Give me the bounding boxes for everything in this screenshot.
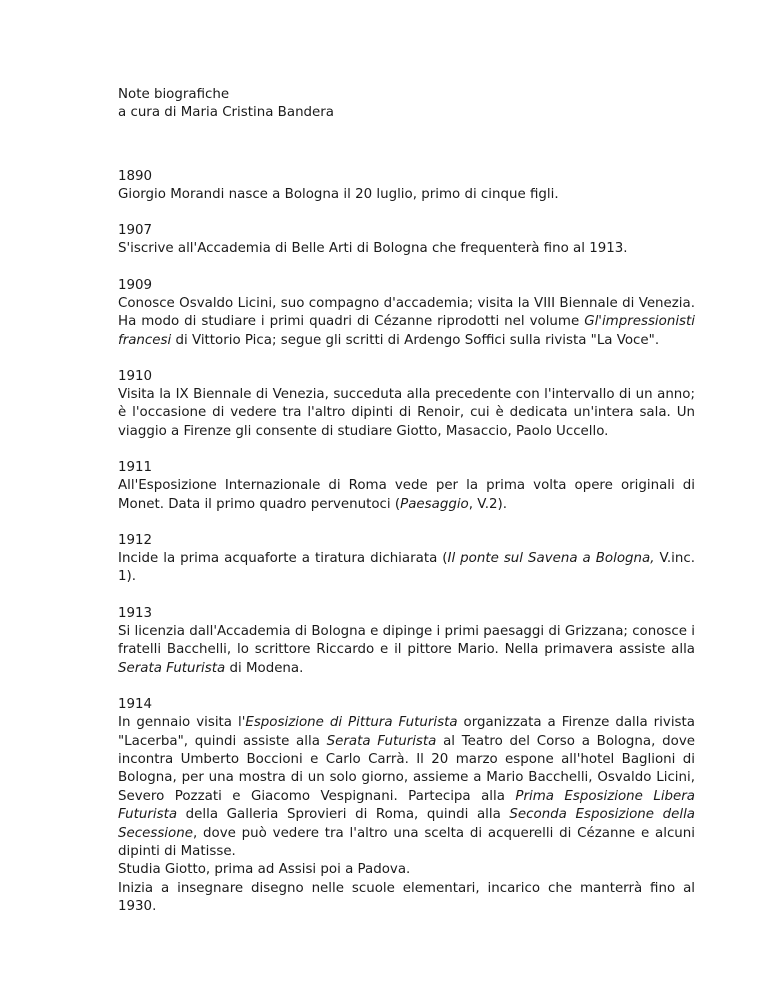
entry-paragraph — [118, 714, 695, 861]
text-segment: di Modena. — [225, 660, 304, 676]
text-segment: All'Esposizione Internazionale di Roma vede per la prima volta opere originali di Monet. Data il primo quadro pervenutoci ( — [118, 478, 695, 512]
italic-title: Serata Futurista — [118, 660, 226, 676]
italic-title: Prima Esposizione Libera Futurista — [118, 788, 695, 823]
entry-paragraph — [118, 477, 695, 514]
entry-year: 1907 — [118, 223, 153, 239]
entry-1913 — [118, 605, 695, 678]
entry-1912 — [118, 532, 695, 587]
entry-paragraph — [118, 240, 695, 258]
text-segment: Inizia a insegnare disegno nelle scuole elementari, incarico che manterrà fino al 1930. — [118, 880, 695, 915]
entry-paragraph — [118, 386, 695, 441]
text-segment: V.inc. 1). — [118, 551, 696, 585]
text-segment: di Vittorio Pica; segue gli scritti di Ardengo Soffici sulla rivista "La Voce". — [171, 332, 660, 348]
entry-year: 1914 — [118, 697, 153, 713]
document-title: Note biografiche — [118, 87, 230, 102]
text-segment: organizzata a Firenze dalla rivista "Lacerba", quindi assiste alla — [118, 715, 695, 749]
entry-1890 — [118, 168, 695, 204]
entry-year: 1911 — [118, 460, 153, 476]
text-segment: S'iscrive all'Accademia di Belle Arti di Bologna che frequenterà fino al 1913. — [118, 241, 628, 257]
text-segment: Si licenzia dall'Accademia di Bologna e dipinge i primi paesaggi di Grizzana; conosce i fratelli Bacchelli, lo scrittore Riccardo e il pittore Mario. Nella primavera assiste alla — [118, 623, 695, 658]
entry-paragraph — [118, 861, 695, 879]
entry-paragraph — [118, 623, 695, 678]
text-segment: Conosce Osvaldo Licini, suo compagno d'accademia; visita la VIII Biennale di Venezia. Ha modo di studiare i primi quadri di Cézanne riprodotti nel volume — [118, 295, 695, 330]
entry-paragraph — [118, 295, 695, 350]
entry-year: 1910 — [118, 369, 153, 385]
text-segment: Studia Giotto, prima ad Assisi poi a Padova. — [118, 862, 411, 878]
italic-title: Paesaggio — [400, 496, 469, 512]
entry-year: 1912 — [118, 533, 153, 549]
text-segment: , dove può vedere tra l'altro una scelta di acquerelli di Cézanne e alcuni dipinti di Matisse. — [118, 825, 695, 859]
italic-title: Seconda Esposizione della Secessione — [118, 807, 695, 841]
italic-title: Gl'impressionisti francesi — [118, 314, 695, 348]
entry-1909 — [118, 277, 695, 350]
entry-paragraph — [118, 550, 695, 587]
entry-year: 1909 — [118, 277, 153, 293]
entry-year: 1913 — [118, 605, 153, 621]
document-page — [118, 86, 695, 935]
italic-title: Esposizione di Pittura Futurista — [245, 715, 458, 731]
text-segment: della Galleria Sprovieri di Roma, quindi alla — [177, 807, 510, 823]
entry-1907 — [118, 222, 695, 258]
entry-paragraph — [118, 880, 695, 917]
text-segment: Giorgio Morandi nasce a Bologna il 20 luglio, primo di cinque figli. — [118, 187, 559, 202]
entry-1910 — [118, 368, 695, 441]
entry-paragraph — [118, 186, 695, 204]
document-subtitle: a cura di Maria Cristina Bandera — [118, 105, 335, 120]
text-segment: , V.2). — [468, 496, 507, 512]
italic-title: Serata Futurista — [326, 733, 437, 749]
biography-entries — [118, 168, 695, 917]
text-segment: Incide la prima acquaforte a tiratura dichiarata ( — [118, 551, 448, 567]
entry-1911 — [118, 459, 695, 514]
text-segment: al Teatro del Corso a Bologna, dove incontra Umberto Boccioni e Carlo Carrà. Il 20 marzo espone all'hotel Baglioni di Bologna, per una mostra di un solo giorno, assieme a Mario Bacchelli, Osvaldo Licini, Severo Pozzati e Giacomo Vespignani. Partecipa alla — [118, 733, 695, 804]
italic-title: Il ponte sul Savena a Bologna, — [447, 551, 655, 567]
entry-1914 — [118, 696, 695, 916]
text-segment: In gennaio visita l' — [118, 715, 246, 731]
entry-year: 1890 — [118, 169, 153, 184]
text-segment: Visita la IX Biennale di Venezia, succeduta alla precedente con l'intervallo di un anno; è l'occasione di vedere tra l'altro dipinti di Renoir, cui è dedicata un'intera sala. Un viaggio a Firenze gli consente di studiare Giotto, Masaccio, Paolo Uccello. — [118, 387, 695, 439]
